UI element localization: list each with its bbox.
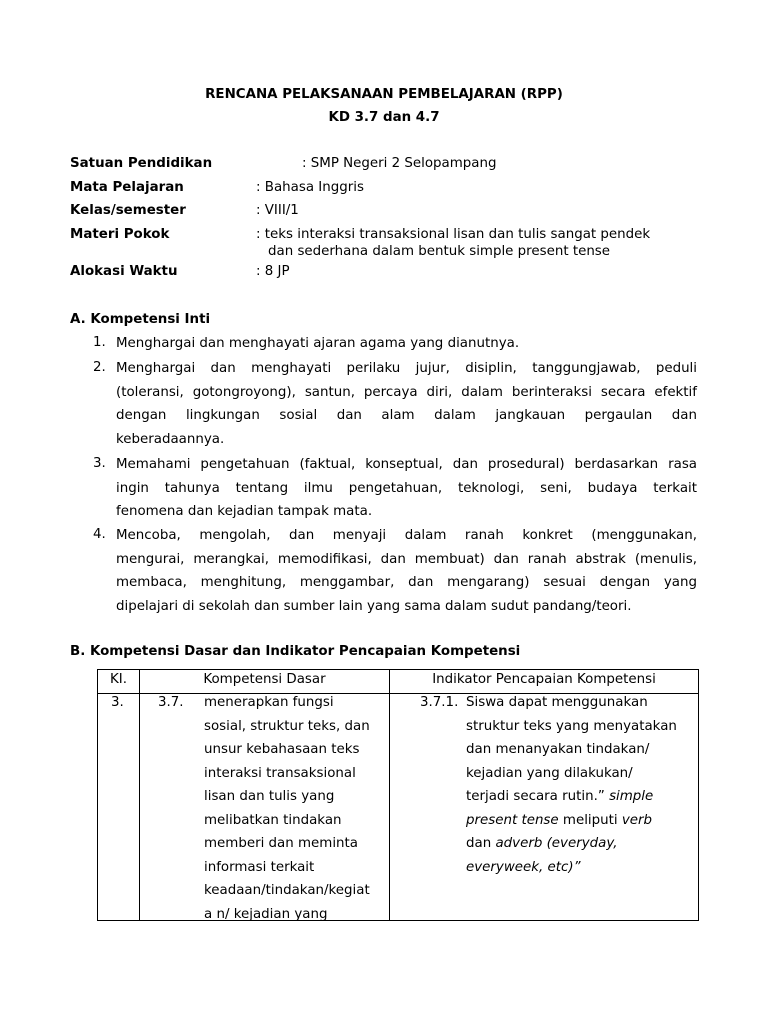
document-subtitle: KD 3.7 dan 4.7 xyxy=(328,110,440,125)
competency-table xyxy=(97,669,699,921)
indicator-number: 3.7.1. xyxy=(420,695,459,710)
list-item-line: keberadaannya. xyxy=(116,431,225,447)
list-item-line: Menghargai dan menghayati perilaku jujur, disiplin, tanggungjawab, peduli xyxy=(116,361,697,376)
kd-line: unsur kebahasaan teks xyxy=(204,742,360,757)
identity-value: : 8 JP xyxy=(256,264,290,279)
table-row xyxy=(98,694,699,921)
indicator-line xyxy=(466,809,677,833)
list-item-line: Mencoba, mengolah, dan menyaji dalam ranah konkret (menggunakan, xyxy=(116,528,697,543)
kd-number: 3.7. xyxy=(158,695,184,710)
identity-label: Materi Pokok xyxy=(70,227,170,242)
list-item-line: dipelajari di sekolah dan sumber lain yang sama dalam sudut pandang/teori. xyxy=(116,598,632,614)
identity-label: Satuan Pendidikan xyxy=(70,156,213,171)
document-title: RENCANA PELAKSANAAN PEMBELAJARAN (RPP) xyxy=(205,87,563,102)
table-header-indicator: Indikator Pencapaian Kompetensi xyxy=(390,670,699,694)
list-item xyxy=(116,524,697,618)
indicator-line: dan menanyakan tindakan/ xyxy=(466,742,650,757)
indicator-italic-part: verb xyxy=(621,812,653,828)
indicator-text-part: terjadi secara rutin.” xyxy=(466,789,610,804)
list-item-line: Menghargai dan menghayati ajaran agama yang dianutnya. xyxy=(116,336,520,351)
indicator-text xyxy=(466,691,677,879)
kd-line: menerapkan fungsi xyxy=(204,695,334,710)
ki-cell xyxy=(98,694,140,921)
identity-value: : Bahasa Inggris xyxy=(256,180,364,195)
indicator-line xyxy=(466,785,677,809)
kd-cell xyxy=(140,694,390,921)
list-item-line: mengurai, merangkai, memodifikasi, dan membuat) dan ranah abstrak (menulis, xyxy=(116,551,697,567)
kd-line: melibatkan tindakan xyxy=(204,812,342,828)
identity-value: : VIII/1 xyxy=(256,203,299,218)
identity-value: : SMP Negeri 2 Selopampang xyxy=(302,156,497,171)
list-item-line: fenomena dan kejadian tampak mata. xyxy=(116,504,373,519)
list-item-line: Memahami pengetahuan (faktual, konseptual, dan prosedural) berdasarkan rasa xyxy=(116,457,697,472)
indicator-italic-part: everyweek, etc)” xyxy=(466,859,581,875)
section-a-heading: A. Kompetensi Inti xyxy=(70,312,211,327)
identity-value: : teks interaksi transaksional lisan dan tulis sangat pendek xyxy=(256,227,651,242)
list-number: 4. xyxy=(93,527,106,542)
kd-text xyxy=(204,691,370,926)
kd-line: lisan dan tulis yang xyxy=(204,789,335,804)
section-b-heading: B. Kompetensi Dasar dan Indikator Pencapaian Kompetensi xyxy=(70,644,521,659)
list-item-line: ingin tahunya tentang ilmu pengetahuan, teknologi, seni, budaya terkait xyxy=(116,480,697,496)
indicator-italic-part: adverb (everyday, xyxy=(495,836,618,851)
indicator-text-part: dan xyxy=(466,836,496,851)
list-item-line: dengan lingkungan sosial dan alam dalam jangkauan pergaulan dan xyxy=(116,408,697,423)
indicator-italic-part: simple xyxy=(609,789,654,804)
table-header-ki: KI. xyxy=(98,670,140,694)
kd-line: a n/ kejadian yang xyxy=(204,906,328,922)
identity-label: Alokasi Waktu xyxy=(70,264,178,279)
indicator-line: kejadian yang dilakukan/ xyxy=(466,765,633,781)
indicator-line xyxy=(466,856,677,880)
list-item-line: membaca, menghitung, menggambar, dan mengarang) sesuai dengan yang xyxy=(116,575,697,590)
list-item xyxy=(116,357,697,451)
indicator-line: struktur teks yang menyatakan xyxy=(466,718,677,734)
kd-line: informasi terkait xyxy=(204,859,315,875)
table-header-row xyxy=(98,670,699,694)
kd-line: memberi dan meminta xyxy=(204,836,358,851)
list-item-line: (toleransi, gotongroyong), santun, percaya diri, dalam berinteraksi secara efektif xyxy=(116,384,697,400)
identity-label: Kelas/semester xyxy=(70,203,186,218)
indicator-text-part: meliputi xyxy=(558,812,622,828)
table-header-kd: Kompetensi Dasar xyxy=(140,670,390,694)
list-number: 3. xyxy=(93,456,106,471)
kd-line: keadaan/tindakan/kegiat xyxy=(204,883,370,898)
list-number: 2. xyxy=(93,360,106,375)
list-item xyxy=(116,453,697,524)
kd-line: sosial, struktur teks, dan xyxy=(204,718,370,734)
indicator-italic-part: present tense xyxy=(466,812,559,828)
indicator-line xyxy=(466,832,677,856)
kd-line: interaksi transaksional xyxy=(204,765,356,781)
indicator-cell xyxy=(390,694,699,921)
ki-number: 3. xyxy=(111,695,124,710)
identity-label: Mata Pelajaran xyxy=(70,180,184,195)
list-item xyxy=(116,332,697,356)
indicator-line: Siswa dapat menggunakan xyxy=(466,695,648,710)
identity-value-continued: dan sederhana dalam bentuk simple present tense xyxy=(268,244,611,259)
list-number: 1. xyxy=(93,335,106,350)
